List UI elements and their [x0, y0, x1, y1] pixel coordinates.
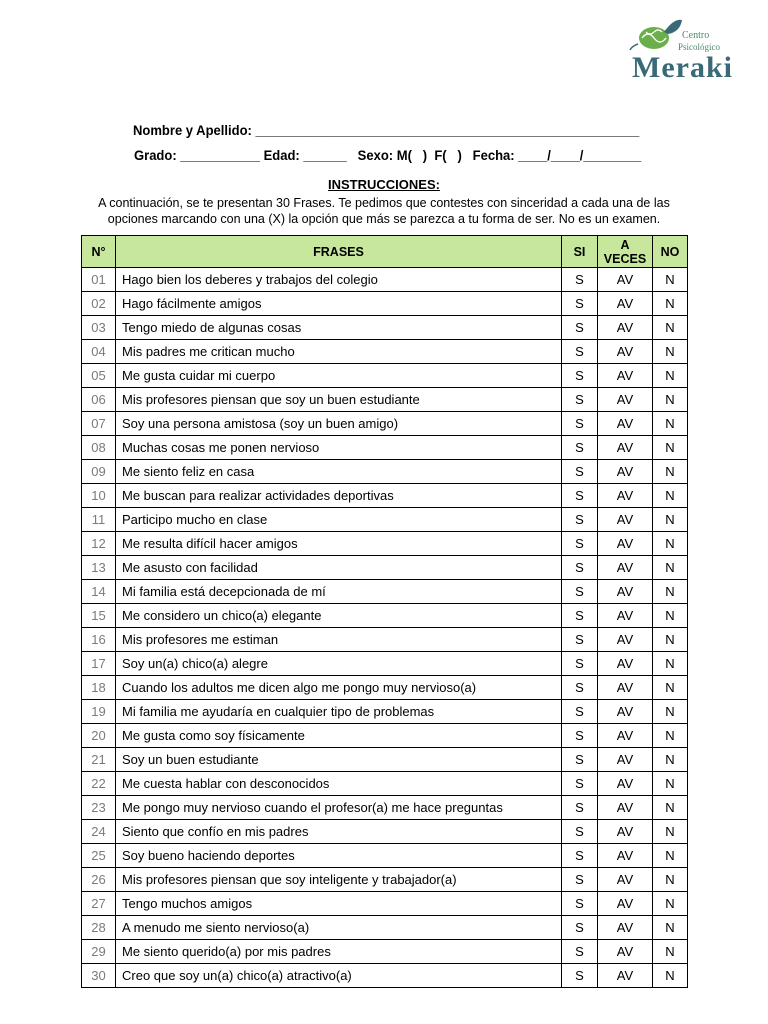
row-phrase: Mis profesores me estiman: [116, 628, 562, 652]
option-si[interactable]: S: [562, 556, 598, 580]
row-number: 14: [82, 580, 116, 604]
row-phrase: Me siento feliz en casa: [116, 460, 562, 484]
option-si[interactable]: S: [562, 292, 598, 316]
row-phrase: Hago fácilmente amigos: [116, 292, 562, 316]
option-a-veces[interactable]: AV: [598, 364, 653, 388]
option-si[interactable]: S: [562, 436, 598, 460]
option-a-veces[interactable]: AV: [598, 724, 653, 748]
row-number: 20: [82, 724, 116, 748]
table-row: [82, 748, 688, 772]
option-no[interactable]: N: [653, 460, 688, 484]
table-row: [82, 772, 688, 796]
option-si[interactable]: S: [562, 412, 598, 436]
option-si[interactable]: S: [562, 364, 598, 388]
table-header-row: [82, 236, 688, 268]
option-a-veces[interactable]: AV: [598, 700, 653, 724]
option-a-veces[interactable]: AV: [598, 868, 653, 892]
form-details-line: Grado: ___________ Edad: ______ Sexo: M( ) F( ) Fecha: ____/____/________: [134, 147, 642, 163]
row-number: 04: [82, 340, 116, 364]
instructions-title: INSTRUCCIONES:: [328, 177, 440, 192]
option-no[interactable]: N: [653, 868, 688, 892]
option-a-veces[interactable]: AV: [598, 268, 653, 292]
option-no[interactable]: N: [653, 484, 688, 508]
row-number: 17: [82, 652, 116, 676]
option-si[interactable]: S: [562, 772, 598, 796]
row-number: 12: [82, 532, 116, 556]
table-row: [82, 484, 688, 508]
option-no[interactable]: N: [653, 820, 688, 844]
row-phrase: Muchas cosas me ponen nervioso: [116, 436, 562, 460]
table-row: [82, 412, 688, 436]
row-phrase: Me asusto con facilidad: [116, 556, 562, 580]
table-row: [82, 964, 688, 988]
option-si[interactable]: S: [562, 916, 598, 940]
table-row: [82, 460, 688, 484]
row-number: 13: [82, 556, 116, 580]
table-row: [82, 532, 688, 556]
option-si[interactable]: S: [562, 964, 598, 988]
option-no[interactable]: N: [653, 412, 688, 436]
row-phrase: Me buscan para realizar actividades deportivas: [116, 484, 562, 508]
option-a-veces[interactable]: AV: [598, 820, 653, 844]
option-no[interactable]: N: [653, 556, 688, 580]
option-a-veces[interactable]: AV: [598, 964, 653, 988]
option-a-veces[interactable]: AV: [598, 340, 653, 364]
row-phrase: Tengo miedo de algunas cosas: [116, 316, 562, 340]
table-row: [82, 364, 688, 388]
logo-brand-text: Meraki: [632, 51, 733, 84]
option-a-veces[interactable]: AV: [598, 628, 653, 652]
table-row: [82, 508, 688, 532]
option-a-veces[interactable]: AV: [598, 844, 653, 868]
row-number: 25: [82, 844, 116, 868]
option-si[interactable]: S: [562, 700, 598, 724]
instructions-text: A continuación, se te presentan 30 Frases. Te pedimos que contestes con sinceridad a cada una de las opciones marcando con una (X) la opción que más se parezca a tu forma de ser. No es un examen.: [98, 196, 670, 226]
option-a-veces[interactable]: AV: [598, 940, 653, 964]
option-si[interactable]: S: [562, 724, 598, 748]
header-a-veces-top: A: [620, 237, 630, 252]
header-no: NO: [653, 236, 688, 268]
row-phrase: Cuando los adultos me dicen algo me pongo muy nervioso(a): [116, 676, 562, 700]
row-number: 03: [82, 316, 116, 340]
option-a-veces[interactable]: AV: [598, 436, 653, 460]
table-row: [82, 268, 688, 292]
row-phrase: Hago bien los deberes y trabajos del colegio: [116, 268, 562, 292]
option-no[interactable]: N: [653, 916, 688, 940]
row-number: 07: [82, 412, 116, 436]
option-si[interactable]: S: [562, 676, 598, 700]
option-si[interactable]: S: [562, 580, 598, 604]
row-number: 27: [82, 892, 116, 916]
row-phrase: A menudo me siento nervioso(a): [116, 916, 562, 940]
option-si[interactable]: S: [562, 652, 598, 676]
table-row: [82, 916, 688, 940]
table-row: [82, 628, 688, 652]
option-si[interactable]: S: [562, 460, 598, 484]
option-no[interactable]: N: [653, 508, 688, 532]
option-a-veces[interactable]: AV: [598, 292, 653, 316]
table-row: [82, 940, 688, 964]
option-a-veces[interactable]: AV: [598, 388, 653, 412]
row-number: 10: [82, 484, 116, 508]
table-row: [82, 892, 688, 916]
row-number: 05: [82, 364, 116, 388]
option-no[interactable]: N: [653, 580, 688, 604]
meraki-logo: [628, 18, 736, 88]
option-no[interactable]: N: [653, 292, 688, 316]
row-phrase: Mi familia está decepcionada de mí: [116, 580, 562, 604]
header-si: SI: [562, 236, 598, 268]
option-no[interactable]: N: [653, 364, 688, 388]
row-number: 28: [82, 916, 116, 940]
option-a-veces[interactable]: AV: [598, 676, 653, 700]
option-no[interactable]: N: [653, 892, 688, 916]
row-phrase: Soy un(a) chico(a) alegre: [116, 652, 562, 676]
option-no[interactable]: N: [653, 748, 688, 772]
row-phrase: Me pongo muy nervioso cuando el profesor(a) me hace preguntas: [116, 796, 562, 820]
row-phrase: Creo que soy un(a) chico(a) atractivo(a): [116, 964, 562, 988]
option-a-veces[interactable]: AV: [598, 556, 653, 580]
option-no[interactable]: N: [653, 388, 688, 412]
row-phrase: Me gusta cuidar mi cuerpo: [116, 364, 562, 388]
option-si[interactable]: S: [562, 796, 598, 820]
row-number: 11: [82, 508, 116, 532]
option-a-veces[interactable]: AV: [598, 916, 653, 940]
option-no[interactable]: N: [653, 796, 688, 820]
logo-psicologico-text: Psicológico: [678, 42, 720, 52]
table-row: [82, 844, 688, 868]
option-a-veces[interactable]: AV: [598, 796, 653, 820]
row-number: 01: [82, 268, 116, 292]
table-row: [82, 820, 688, 844]
option-si[interactable]: S: [562, 844, 598, 868]
row-number: 19: [82, 700, 116, 724]
option-a-veces[interactable]: AV: [598, 748, 653, 772]
option-no[interactable]: N: [653, 436, 688, 460]
row-number: 26: [82, 868, 116, 892]
option-a-veces[interactable]: AV: [598, 460, 653, 484]
option-no[interactable]: N: [653, 676, 688, 700]
option-a-veces[interactable]: AV: [598, 652, 653, 676]
header-frases: FRASES: [116, 236, 562, 268]
option-no[interactable]: N: [653, 844, 688, 868]
row-phrase: Me resulta difícil hacer amigos: [116, 532, 562, 556]
option-no[interactable]: N: [653, 724, 688, 748]
row-number: 15: [82, 604, 116, 628]
row-number: 16: [82, 628, 116, 652]
table-row: [82, 604, 688, 628]
row-phrase: Mis padres me critican mucho: [116, 340, 562, 364]
table-row: [82, 724, 688, 748]
option-a-veces[interactable]: AV: [598, 892, 653, 916]
option-no[interactable]: N: [653, 604, 688, 628]
option-si[interactable]: S: [562, 748, 598, 772]
option-no[interactable]: N: [653, 700, 688, 724]
brain-leaf-icon: [628, 18, 684, 52]
option-no[interactable]: N: [653, 652, 688, 676]
option-si[interactable]: S: [562, 484, 598, 508]
row-number: 09: [82, 460, 116, 484]
option-no[interactable]: N: [653, 964, 688, 988]
table-row: [82, 388, 688, 412]
option-a-veces[interactable]: AV: [598, 508, 653, 532]
row-number: 18: [82, 676, 116, 700]
option-no[interactable]: N: [653, 268, 688, 292]
questionnaire-table: [81, 235, 688, 988]
table-row: [82, 580, 688, 604]
header-a-veces-bottom: VECES: [603, 251, 647, 266]
table-row: [82, 700, 688, 724]
row-phrase: Me cuesta hablar con desconocidos: [116, 772, 562, 796]
logo-centro-text: Centro: [682, 30, 710, 41]
option-si[interactable]: S: [562, 532, 598, 556]
table-row: [82, 316, 688, 340]
option-si[interactable]: S: [562, 628, 598, 652]
row-number: 08: [82, 436, 116, 460]
row-number: 21: [82, 748, 116, 772]
option-a-veces[interactable]: AV: [598, 412, 653, 436]
option-si[interactable]: S: [562, 940, 598, 964]
table-row: [82, 436, 688, 460]
row-phrase: Me considero un chico(a) elegante: [116, 604, 562, 628]
option-a-veces[interactable]: AV: [598, 532, 653, 556]
table-row: [82, 868, 688, 892]
table-row: [82, 556, 688, 580]
row-phrase: Soy una persona amistosa (soy un buen amigo): [116, 412, 562, 436]
row-phrase: Me siento querido(a) por mis padres: [116, 940, 562, 964]
row-phrase: Mi familia me ayudaría en cualquier tipo de problemas: [116, 700, 562, 724]
row-number: 29: [82, 940, 116, 964]
option-si[interactable]: S: [562, 340, 598, 364]
header-num: N°: [82, 236, 116, 268]
row-phrase: Tengo muchos amigos: [116, 892, 562, 916]
row-phrase: Mis profesores piensan que soy un buen estudiante: [116, 388, 562, 412]
form-name-line: Nombre y Apellido: _____________________________________________________: [133, 122, 640, 138]
option-a-veces[interactable]: AV: [598, 484, 653, 508]
option-si[interactable]: S: [562, 892, 598, 916]
table-row: [82, 676, 688, 700]
row-number: 02: [82, 292, 116, 316]
row-number: 06: [82, 388, 116, 412]
table-row: [82, 796, 688, 820]
option-a-veces[interactable]: AV: [598, 772, 653, 796]
row-phrase: Mis profesores piensan que soy inteligente y trabajador(a): [116, 868, 562, 892]
header-a-veces: [598, 236, 653, 268]
row-phrase: Siento que confío en mis padres: [116, 820, 562, 844]
row-number: 30: [82, 964, 116, 988]
option-si[interactable]: S: [562, 316, 598, 340]
option-no[interactable]: N: [653, 316, 688, 340]
option-si[interactable]: S: [562, 388, 598, 412]
row-number: 22: [82, 772, 116, 796]
option-a-veces[interactable]: AV: [598, 316, 653, 340]
option-si[interactable]: S: [562, 268, 598, 292]
option-no[interactable]: N: [653, 340, 688, 364]
option-no[interactable]: N: [653, 940, 688, 964]
option-si[interactable]: S: [562, 868, 598, 892]
option-a-veces[interactable]: AV: [598, 604, 653, 628]
table-row: [82, 652, 688, 676]
row-phrase: Me gusta como soy físicamente: [116, 724, 562, 748]
option-si[interactable]: S: [562, 820, 598, 844]
option-si[interactable]: S: [562, 604, 598, 628]
option-no[interactable]: N: [653, 532, 688, 556]
row-number: 23: [82, 796, 116, 820]
row-phrase: Soy un buen estudiante: [116, 748, 562, 772]
option-si[interactable]: S: [562, 508, 598, 532]
option-no[interactable]: N: [653, 772, 688, 796]
row-phrase: Soy bueno haciendo deportes: [116, 844, 562, 868]
table-row: [82, 292, 688, 316]
row-number: 24: [82, 820, 116, 844]
option-no[interactable]: N: [653, 628, 688, 652]
row-phrase: Participo mucho en clase: [116, 508, 562, 532]
option-a-veces[interactable]: AV: [598, 580, 653, 604]
table-row: [82, 340, 688, 364]
